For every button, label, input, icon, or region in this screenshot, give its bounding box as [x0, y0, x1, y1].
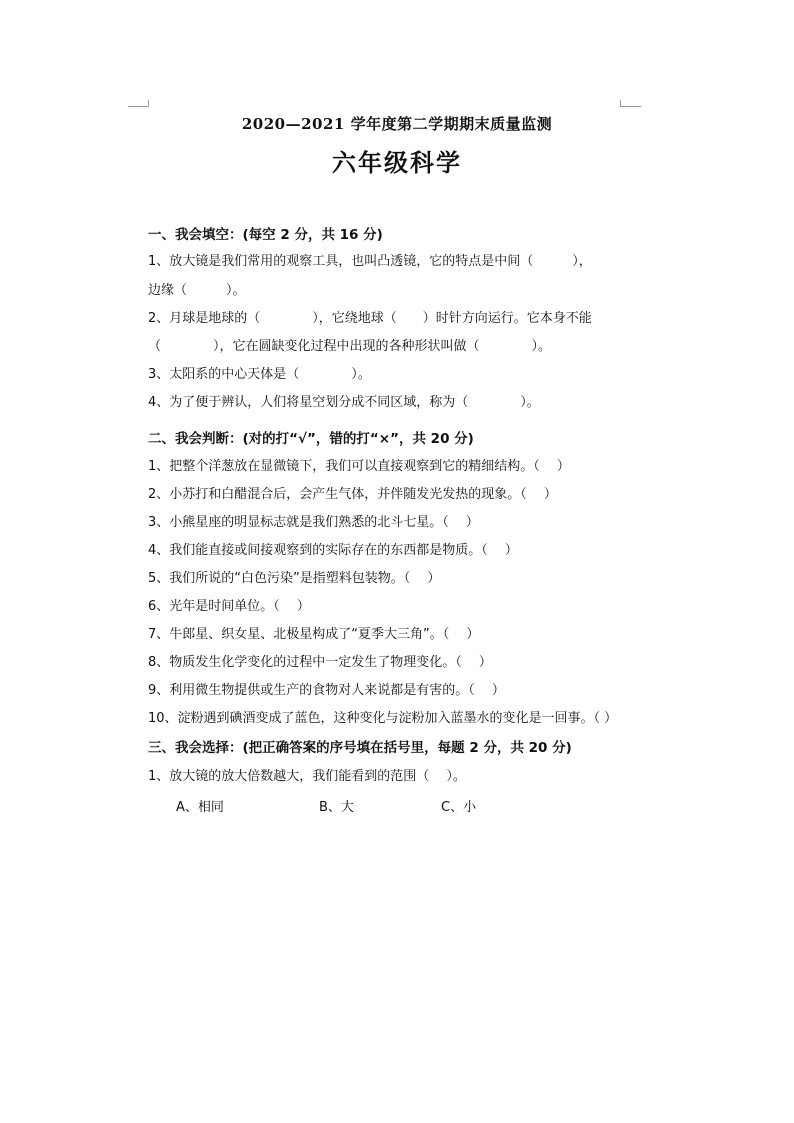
choice-options [148, 796, 648, 814]
question-line: 5、我们所说的“白色污染”是指塑料包装物。（ ） [148, 571, 441, 586]
question-line: 8、物质发生化学变化的过程中一定发生了物理变化。（ ） [148, 655, 492, 670]
question-line: 7、牛郎星、织女星、北极星构成了“夏季大三角”。（ ） [148, 627, 480, 642]
exam-title: 六年级科学 [332, 148, 462, 177]
question-line: 10、淀粉遇到碘酒变成了蓝色，这种变化与淀粉加入蓝墨水的变化是一回事。（ ） [148, 711, 618, 726]
question-line: 4、为了便于辨认，人们将星空划分成不同区域，称为（ ）。 [148, 395, 540, 410]
section-3-heading: 三、我会选择：(把正确答案的序号填在括号里，每题 2 分，共 20 分) [148, 740, 572, 756]
question-line: 4、我们能直接或间接观察到的实际存在的东西都是物质。（ ） [148, 543, 518, 558]
option-c: C、小 [441, 800, 477, 815]
question-line: 2、月球是地球的（ ），它绕地球（ ）时针方向运行。它本身不能 [148, 311, 592, 326]
question-line: 3、太阳系的中心天体是（ ）。 [148, 367, 371, 382]
question-line: 6、光年是时间单位。（ ） [148, 599, 310, 614]
margin-mark-top-left [128, 100, 149, 107]
option-a: A、相同 [176, 800, 224, 815]
question-line: 3、小熊星座的明显标志就是我们熟悉的北斗七星。（ ） [148, 515, 479, 530]
margin-mark-top-right [620, 100, 641, 107]
question-line: 边缘（ ）。 [148, 283, 246, 298]
question-line: （ ），它在圆缺变化过程中出现的各种形状叫做（ ）。 [148, 339, 552, 354]
question-line: 2、小苏打和白醋混合后，会产生气体，并伴随发光发热的现象。（ ） [148, 487, 557, 502]
question-line: 1、放大镜的放大倍数越大，我们能看到的范围（ ）。 [148, 769, 466, 784]
question-line: 1、放大镜是我们常用的观察工具，也叫凸透镜，它的特点是中间（ ）， [148, 254, 592, 269]
section-2-heading: 二、我会判断：(对的打“√”，错的打“×”，共 20 分) [148, 431, 474, 447]
question-line: 1、把整个洋葱放在显微镜下，我们可以直接观察到它的精细结构。（ ） [148, 459, 570, 474]
question-line: 9、利用微生物提供或生产的食物对人来说都是有害的。（ ） [148, 683, 505, 698]
section-1-heading: 一、我会填空：(每空 2 分，共 16 分) [148, 227, 383, 243]
option-b: B、大 [319, 800, 354, 815]
exam-subtitle: 2020—2021 学年度第二学期期末质量监测 [241, 115, 553, 133]
